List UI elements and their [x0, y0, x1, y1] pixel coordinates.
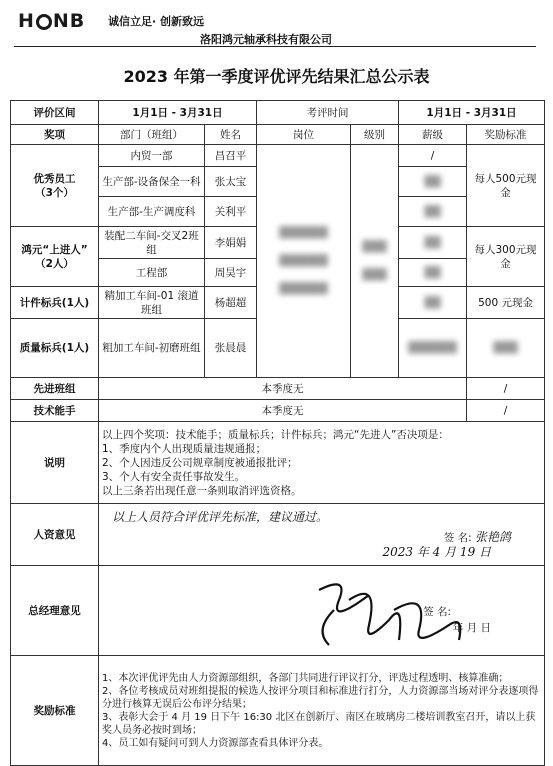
reward-content [99, 656, 545, 766]
reward-line: 2、各位考核成员对班组提报的候选人按评分项目和标准进行打分，人力资源部当场对评分表逐项得分进行核算无误后公布评分结果； [102, 685, 539, 710]
grade-redacted: ██ [399, 287, 467, 319]
explain-line: 2、个人因违反公司规章制度被通报批评； [102, 456, 298, 469]
excellent-label: 优秀员工 （3个） [11, 145, 99, 227]
name-cell: 张晨晨 [205, 319, 257, 378]
hr-label: 人资意见 [11, 504, 99, 566]
table-row [11, 400, 545, 422]
explain-line: 1、季度内个人出现质量违规通报； [102, 442, 267, 455]
dept-cell: 工程部 [99, 259, 205, 287]
explain-label: 说明 [11, 422, 99, 504]
eval-period-label: 评价区间 [11, 101, 99, 125]
piece-label: 计件标兵(1人) [11, 287, 99, 319]
grade-cell: / [399, 145, 467, 167]
hr-sign-label: 签 名: [443, 532, 472, 544]
period-row [11, 101, 545, 125]
dept-cell: 内贸一部 [99, 145, 205, 167]
eval-period-value: 1月1日 - 3月31日 [99, 101, 257, 125]
advanced-value: 本季度无 [99, 378, 467, 400]
grade-redacted: ██ [399, 197, 467, 227]
reward-line: 1、本次评优评先由人力资源部组织，各部门共同进行评议打分，评选过程透明、核算准确； [102, 672, 509, 684]
company-logo: H NB [18, 10, 86, 32]
position-redacted: ██████ ██████ ██████ [257, 145, 351, 378]
name-cell: 李娟娟 [205, 227, 257, 259]
reward-line: 4、员工如有疑问可到人力资源部查看具体评分表。 [102, 737, 329, 749]
logo-ring-icon [36, 14, 52, 30]
excellent-standard: 每人500元现金 [467, 145, 545, 227]
col-grade: 薪级 [399, 125, 467, 145]
table-row [11, 378, 545, 400]
result-table [10, 100, 545, 766]
name-cell: 关利平 [205, 197, 257, 227]
reward-line: 3、表彰大会于 4 月 19 日下午 16:30 北区在创新厅、南区在玻璃房二楼培训教室召开，请以上获奖人员务必按时到场； [102, 711, 536, 736]
company-name: 洛阳鸿元轴承科技有限公司 [200, 33, 332, 46]
col-award: 奖项 [11, 125, 99, 145]
reward-label: 奖励标准 [11, 656, 99, 766]
progress-label: 鸿元“上进人” （2人） [11, 227, 99, 287]
name-cell: 昌召平 [205, 145, 257, 167]
review-time-label: 考评时间 [257, 101, 399, 125]
dept-cell: 装配二车间-交叉2班组 [99, 227, 205, 259]
review-time-value: 1月1日 - 3月31日 [399, 101, 545, 125]
col-name: 姓名 [205, 125, 257, 145]
explain-line: 以上四个奖项：技术能手；质量标兵；计件标兵；鸿元“先进人”否决项是： [102, 428, 449, 441]
dept-cell: 精加工车间-01 滚道班组 [99, 287, 205, 319]
hr-date: 2023 年 4 月 19 日 [382, 545, 492, 559]
name-cell: 杨超超 [205, 287, 257, 319]
quality-label: 质量标兵(1人) [11, 319, 99, 378]
gm-sign-label: 签 名: [423, 605, 452, 618]
column-header-row [11, 125, 545, 145]
table-row [11, 145, 545, 167]
gm-opinion-cell [99, 566, 545, 656]
level-redacted: ███ [467, 319, 545, 378]
col-position: 岗位 [257, 125, 351, 145]
piece-standard: 500 元现金 [467, 287, 545, 319]
gm-opinion-row [11, 566, 545, 656]
header-divider [14, 46, 536, 47]
explain-line: 以上三条若出现任意一条则取消评选资格。 [102, 484, 302, 497]
dept-cell: 生产部-生产调度科 [99, 197, 205, 227]
explain-content [99, 422, 545, 504]
explain-row [11, 422, 545, 504]
name-cell: 周昊宇 [205, 259, 257, 287]
page-title: 2023 年第一季度评优评先结果汇总公示表 [123, 67, 430, 86]
dept-cell: 粗加工车间-初磨班组 [99, 319, 205, 378]
slogan: 诚信立足· 创新致远 [108, 15, 205, 28]
hr-signature: 张艳鸽 [475, 530, 512, 544]
col-dept: 部门（班组） [99, 125, 205, 145]
hr-opinion-row [11, 504, 545, 566]
advanced-label: 先进班组 [11, 378, 99, 400]
col-standard: 奖励标准 [467, 125, 545, 145]
reward-row [11, 656, 545, 766]
hr-opinion-cell [99, 504, 545, 566]
grade-redacted: ██ [399, 259, 467, 287]
advanced-standard: / [467, 378, 545, 400]
tech-value: 本季度无 [99, 400, 467, 422]
grade-redacted: ██ [399, 227, 467, 259]
grade-redacted: ██ [399, 167, 467, 197]
gm-date: 年 月 日 [452, 621, 492, 634]
level-redacted: ███ ███ [351, 145, 399, 378]
position-redacted: ██████ [399, 319, 467, 378]
progress-standard: 每人300元现金 [467, 227, 545, 287]
hr-opinion-text: 以上人员符合评优评先标准，建议通过。 [112, 510, 329, 524]
gm-signature-icon [309, 570, 479, 652]
col-level: 级别 [351, 125, 399, 145]
gm-label: 总经理意见 [11, 566, 99, 656]
tech-standard: / [467, 400, 545, 422]
tech-label: 技术能手 [11, 400, 99, 422]
dept-cell: 生产部-设备保全一科 [99, 167, 205, 197]
explain-line: 3、个人有安全责任事故发生。 [102, 470, 246, 483]
name-cell: 张太宝 [205, 167, 257, 197]
